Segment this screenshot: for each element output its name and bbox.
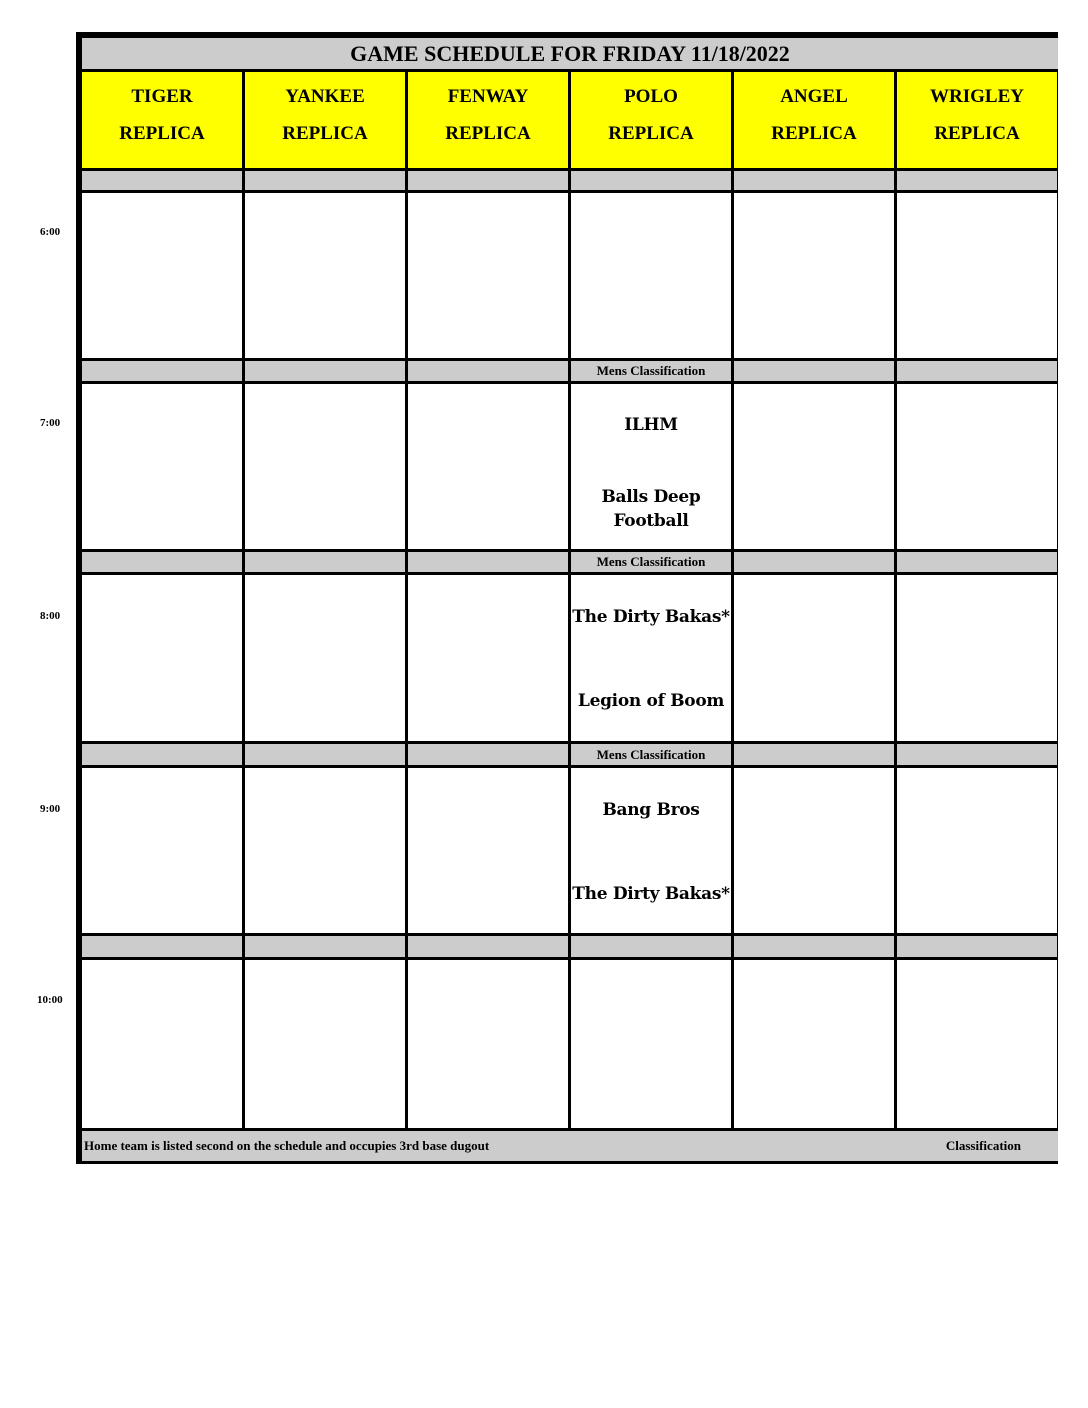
game-cell [408,575,568,741]
away-team: The Dirty Bakas* [572,607,730,627]
field-subtitle: REPLICA [771,123,857,144]
classification-cell: Mens Classification [571,744,731,765]
game-cell [734,575,894,741]
classification-cell [408,936,568,957]
game-cell [897,575,1057,741]
classification-cell [245,171,405,190]
schedule-title: GAME SCHEDULE FOR FRIDAY 11/18/2022 [82,38,1058,69]
field-header-fenway [408,72,568,168]
classification-bar-900 [82,744,1058,765]
classification-bar-600 [82,171,1058,190]
classification-cell [897,552,1057,572]
field-header-row [82,72,1058,168]
classification-bar-700 [82,361,1058,381]
game-cell [571,193,731,358]
classification-bar-800 [82,552,1058,572]
classification-cell [82,171,242,190]
classification-cell [408,171,568,190]
classification-cell [408,744,568,765]
field-name: TIGER [131,86,193,107]
home-team: Legion of Boom [577,691,725,711]
classification-label: Classification [945,1138,1021,1153]
game-cell-polo [571,384,731,549]
classification-cell [734,936,894,957]
classification-cell [734,361,894,381]
classification-cell [245,744,405,765]
game-cell [408,960,568,1128]
game-cell [245,768,405,933]
game-cell [734,960,894,1128]
classification-cell [82,361,242,381]
home-team: The Dirty Bakas* [572,884,730,904]
classification-cell [245,552,405,572]
classification-cell [897,171,1057,190]
game-cell [82,575,242,741]
game-slot-800 [82,575,1058,741]
time-label-700: 7:00 [40,417,61,429]
field-header-tiger [82,72,242,168]
game-cell [734,768,894,933]
game-cell [82,768,242,933]
field-subtitle: REPLICA [608,123,694,144]
classification-cell [897,936,1057,957]
game-slot-1000 [82,960,1058,1128]
field-header-wrigley [897,72,1057,168]
classification-cell: Mens Classification [571,552,731,572]
field-header-yankee [245,72,405,168]
game-cell [245,960,405,1128]
classification-cell [734,552,894,572]
game-cell [82,384,242,549]
game-cell [245,575,405,741]
away-team: ILHM [624,415,678,435]
time-label-800: 8:00 [40,610,61,622]
game-cell [571,960,731,1128]
field-name: POLO [624,86,678,107]
classification-cell [408,361,568,381]
game-cell [245,384,405,549]
classification-cell [245,361,405,381]
field-name: ANGEL [780,86,848,107]
game-slot-600 [82,193,1058,358]
field-subtitle: REPLICA [282,123,368,144]
field-subtitle: REPLICA [119,123,205,144]
classification-cell [82,552,242,572]
game-cell [734,384,894,549]
game-cell [82,960,242,1128]
classification-cell [408,552,568,572]
game-cell [408,193,568,358]
home-team: Balls Deep Football [601,487,701,531]
field-subtitle: REPLICA [445,123,531,144]
field-subtitle: REPLICA [934,123,1020,144]
field-name: WRIGLEY [930,86,1024,107]
classification-cell: Mens Classification [571,361,731,381]
classification-cell [82,744,242,765]
classification-cell [82,936,242,957]
time-label-900: 9:00 [40,803,61,815]
classification-cell [245,936,405,957]
classification-cell [571,936,731,957]
field-header-angel [734,72,894,168]
game-cell [897,960,1057,1128]
game-cell [245,193,405,358]
home-team-note: Home team is listed second on the schedule and occupies 3rd base dugout [84,1138,490,1153]
game-cell [897,384,1057,549]
game-cell [734,193,894,358]
game-cell-polo [571,768,731,933]
game-cell-polo [571,575,731,741]
classification-bar-1000 [82,936,1058,957]
game-cell [408,768,568,933]
field-name: FENWAY [447,86,529,107]
schedule-table [76,32,1058,1164]
classification-cell [734,744,894,765]
away-team: Bang Bros [602,800,700,820]
game-slot-900 [82,768,1058,933]
schedule-footer [82,1131,1058,1161]
game-cell [82,193,242,358]
time-label-1000: 10:00 [37,994,63,1006]
classification-cell [571,171,731,190]
game-slot-700 [82,384,1058,549]
game-cell [408,384,568,549]
game-cell [897,768,1057,933]
classification-cell [734,171,894,190]
game-cell [897,193,1057,358]
field-header-polo [571,72,731,168]
field-name: YANKEE [285,86,365,107]
classification-cell [897,744,1057,765]
classification-cell [897,361,1057,381]
time-label-600: 6:00 [40,226,61,238]
